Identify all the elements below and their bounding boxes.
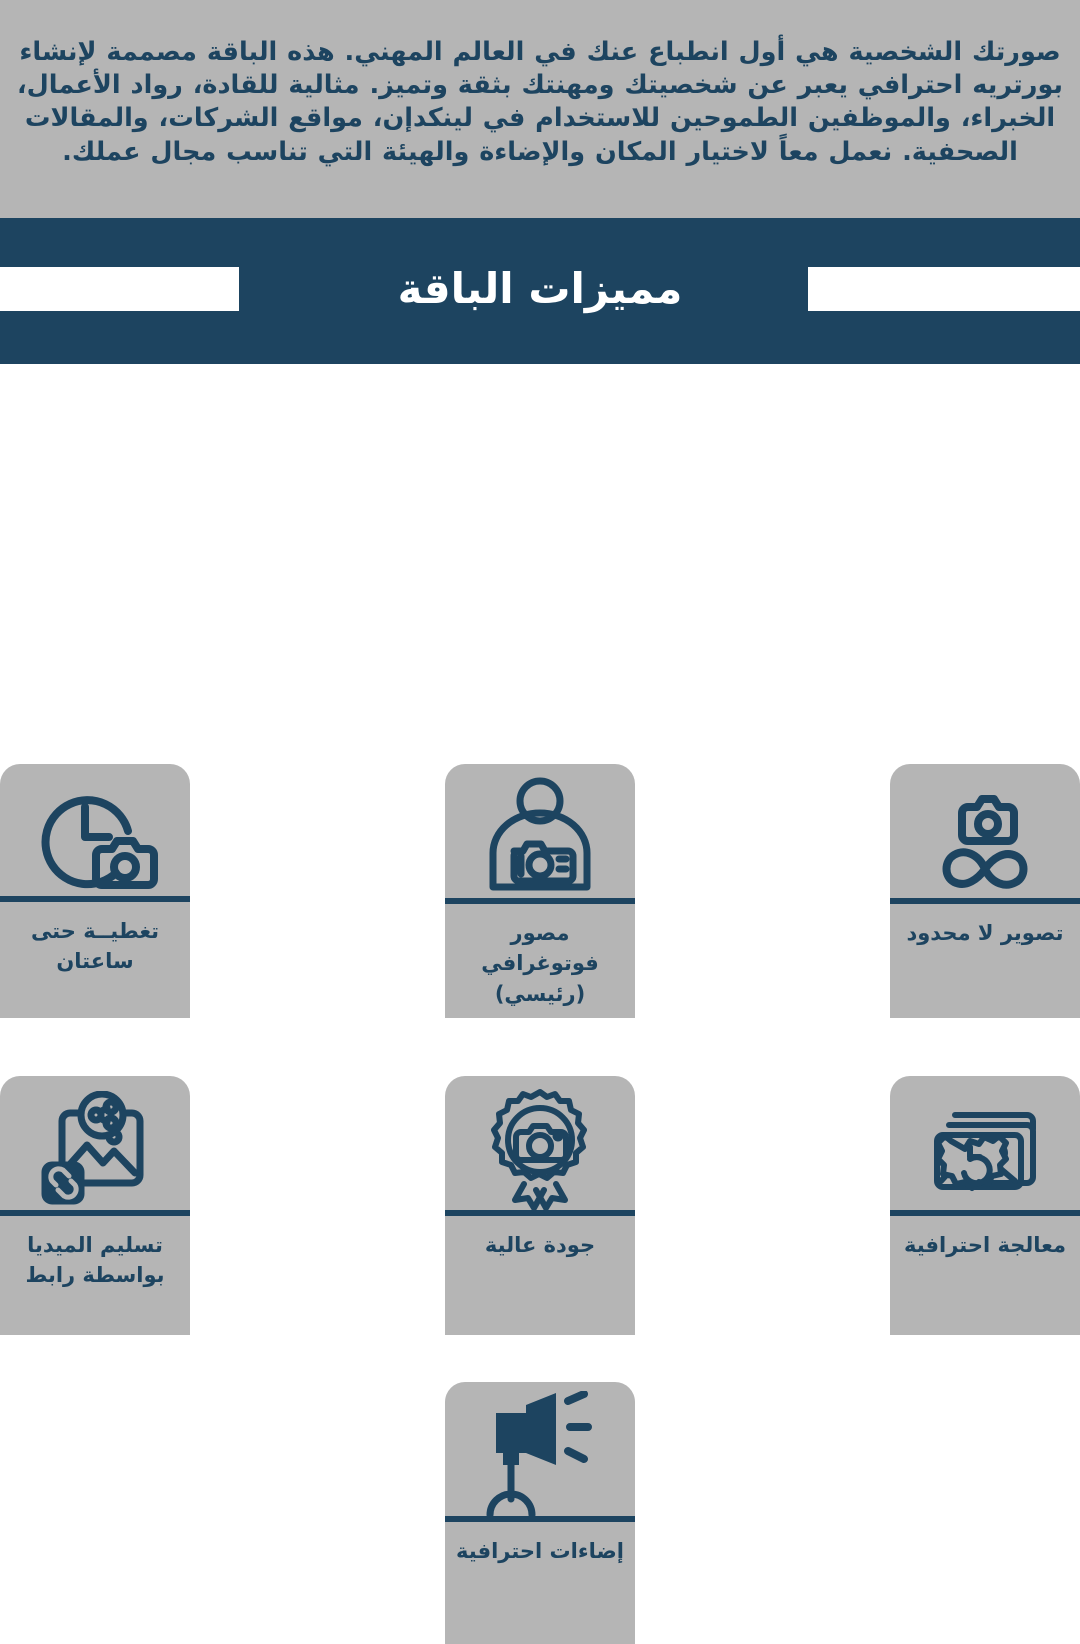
- feature-card-unlimited-shots[interactable]: [890, 764, 1080, 1018]
- features-grid: [0, 364, 1080, 1563]
- intro-paragraph-text: صورتك الشخصية هي أول انطباع عنك في العالم المهني. هذه الباقة مصممة لإنشاء بورتريه احترافي يعبر عن شخصيتك ومهنتك بثقة وتميز. مثالية للقادة، رواد الأعمال، الخبراء، والموظفين الطموحين للاستخدام في لينكدإن، مواقع الشركات، والمقالات الصحفية. نعمل معاً لاختيار المكان والإضاءة والهيئة التي تناسب مجال عملك.: [16, 36, 1064, 167]
- feature-label: مصور فوتوغرافي (رئيسي): [481, 921, 599, 1006]
- intro-paragraph-block: [0, 0, 1080, 218]
- feature-label: تسليم الميديا بواسطة رابط: [25, 1233, 165, 1288]
- feature-label: جودة عالية: [484, 1233, 596, 1257]
- image-share-link-icon: [0, 1090, 190, 1208]
- feature-card-professional-editing[interactable]: [890, 1076, 1080, 1335]
- badge-camera-icon: [445, 1090, 635, 1208]
- feature-card-coverage-two-hours[interactable]: [0, 764, 190, 1018]
- feature-label: تصوير لا محدود: [906, 921, 1064, 945]
- image-stack-gear-icon: [890, 1090, 1080, 1208]
- studio-light-icon: [445, 1396, 635, 1514]
- feature-label: معالجة احترافية: [903, 1233, 1067, 1257]
- person-camera-icon: [445, 778, 635, 896]
- clock-camera-icon: [0, 778, 190, 896]
- feature-card-media-delivery-link[interactable]: [0, 1076, 190, 1335]
- feature-card-high-quality[interactable]: [445, 1076, 635, 1335]
- infinity-camera-icon: [890, 778, 1080, 896]
- feature-label: تغطيــة حتى ساعتان: [30, 919, 160, 974]
- feature-label: إضاءات احترافية: [456, 1539, 624, 1563]
- page-title: مميزات الباقة: [397, 263, 683, 313]
- feature-card-professional-lighting[interactable]: [445, 1382, 635, 1644]
- feature-card-main-photographer[interactable]: [445, 764, 635, 1018]
- section-header-banner: [0, 218, 1080, 364]
